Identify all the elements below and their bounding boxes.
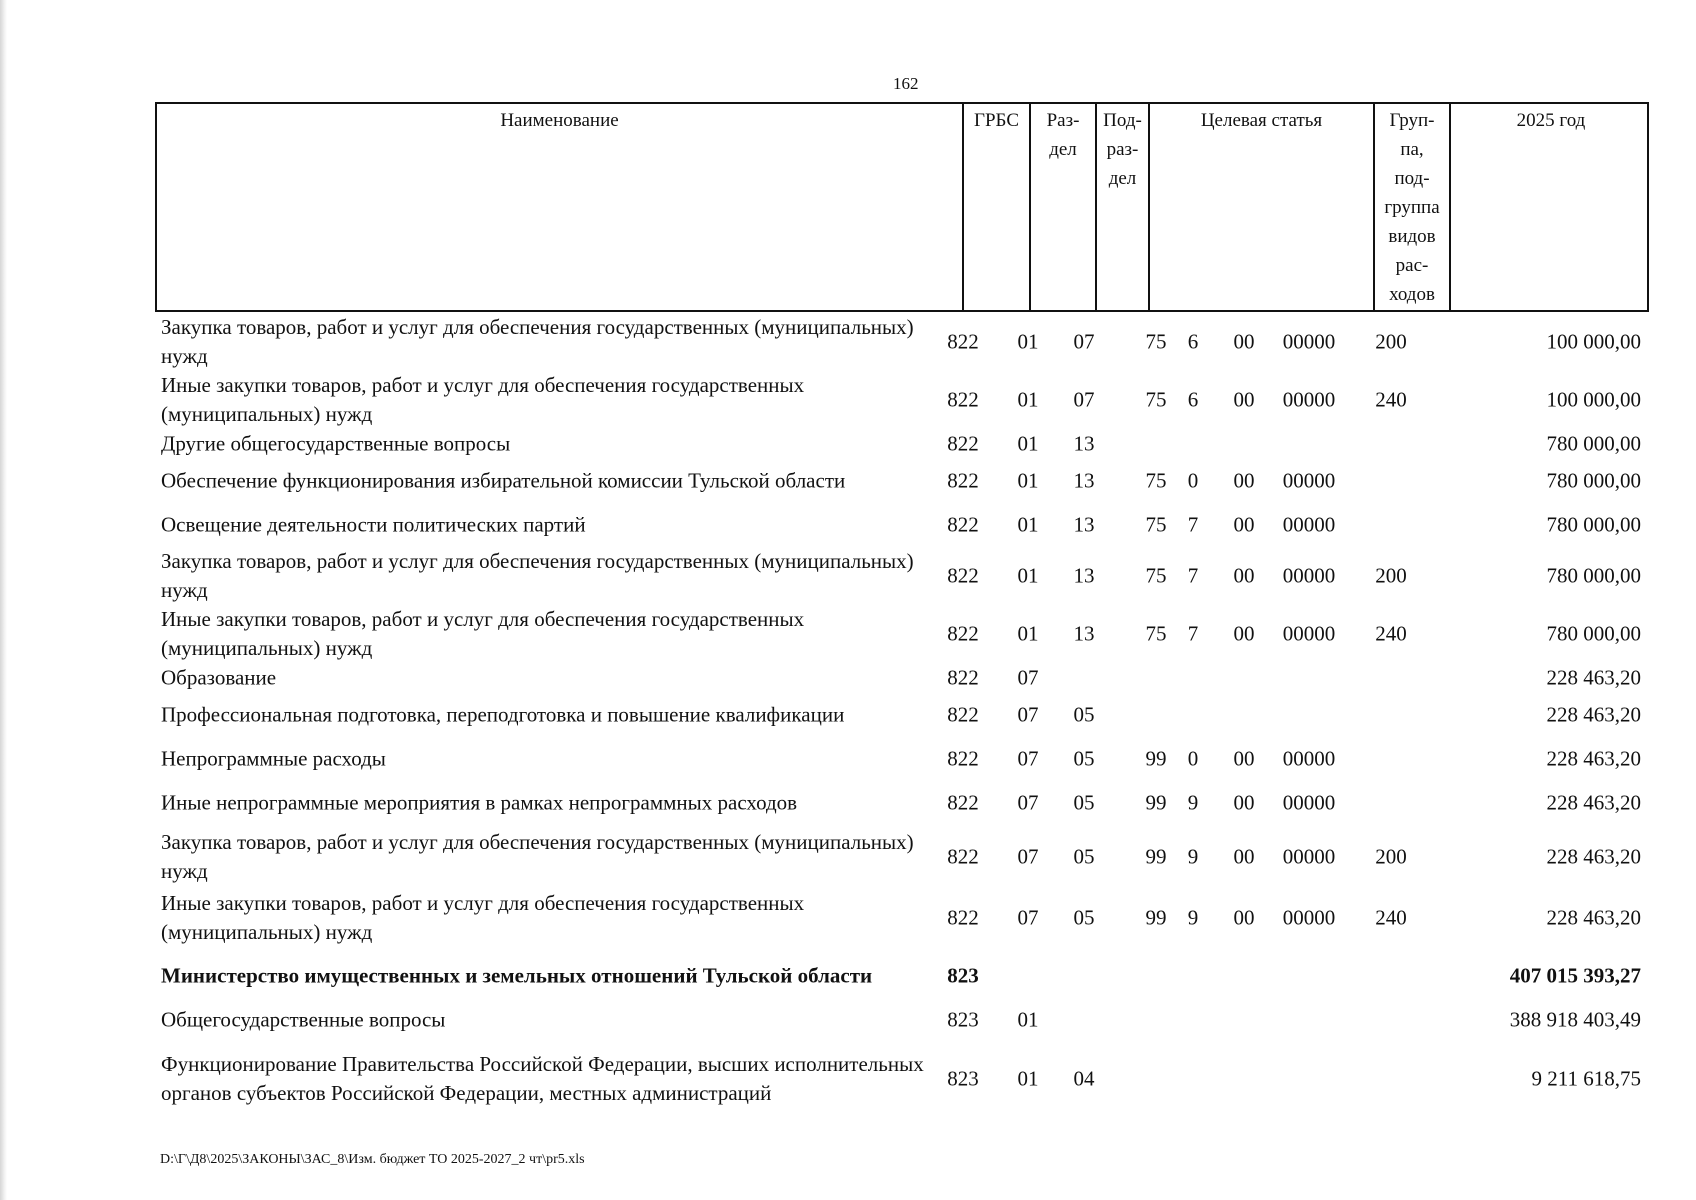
row-target-direction: 00000 xyxy=(1282,905,1336,930)
row-podrazdel: 05 xyxy=(1073,746,1095,771)
row-target-direction: 00000 xyxy=(1282,329,1336,354)
row-name: Обеспечение функционирования избирательной комиссии Тульской области xyxy=(161,468,846,493)
row-razdel: 01 xyxy=(1017,329,1039,354)
row-podrazdel: 07 xyxy=(1073,387,1095,412)
row-sum-2025: 9 211 618,75 xyxy=(1531,1066,1641,1091)
row-name: Непрограммные расходы xyxy=(161,746,386,771)
row-podrazdel: 05 xyxy=(1073,844,1095,869)
row-sum-2025: 228 463,20 xyxy=(1546,905,1641,930)
row-target-main-event: 00 xyxy=(1233,905,1255,930)
row-target-program: 75 xyxy=(1145,387,1167,412)
row-sum-2025: 780 000,00 xyxy=(1546,563,1641,588)
row-target-direction: 00000 xyxy=(1282,563,1336,588)
table-row xyxy=(155,947,1649,1005)
row-grbs: 822 xyxy=(947,621,979,646)
row-expense-group: 240 xyxy=(1375,621,1407,646)
row-sum-2025: 780 000,00 xyxy=(1546,431,1641,456)
row-target-program: 99 xyxy=(1145,905,1167,930)
row-expense-group: 240 xyxy=(1375,905,1407,930)
row-name: Функционирование Правительства Российской Федерации, высших исполнительных органов субъектов Российской Федерации, местных администраций xyxy=(161,1052,924,1105)
row-name: Общегосударственные вопросы xyxy=(161,1007,446,1032)
row-razdel: 01 xyxy=(1017,563,1039,588)
row-name: Иные закупки товаров, работ и услуг для обеспечения государственных (муниципальных) нужд xyxy=(161,373,805,426)
table-body xyxy=(155,313,1649,1123)
row-sum-2025: 388 918 403,49 xyxy=(1509,1007,1641,1032)
row-target-subprogram: 9 xyxy=(1187,844,1199,869)
row-grbs: 822 xyxy=(947,665,979,690)
row-razdel: 07 xyxy=(1017,665,1039,690)
row-target-program: 75 xyxy=(1145,468,1167,493)
row-podrazdel: 13 xyxy=(1073,621,1095,646)
row-target-subprogram: 9 xyxy=(1187,905,1199,930)
header-razdel: Раз- дел xyxy=(1029,104,1095,310)
row-target-subprogram: 7 xyxy=(1187,563,1199,588)
table-row xyxy=(155,781,1649,825)
table-header xyxy=(155,102,1649,312)
header-podrazdel: Под- раз- дел xyxy=(1095,104,1148,310)
row-target-main-event: 00 xyxy=(1233,790,1255,815)
row-target-subprogram: 7 xyxy=(1187,512,1199,537)
row-sum-2025: 100 000,00 xyxy=(1546,329,1641,354)
row-grbs: 822 xyxy=(947,431,979,456)
header-name: Наименование xyxy=(500,110,619,131)
row-target-direction: 00000 xyxy=(1282,790,1336,815)
row-razdel: 01 xyxy=(1017,1066,1039,1091)
header-grbs: ГРБС xyxy=(962,104,1029,310)
row-name: Иные непрограммные мероприятия в рамках непрограммных расходов xyxy=(161,790,798,815)
row-expense-group: 200 xyxy=(1375,844,1407,869)
row-target-subprogram: 7 xyxy=(1187,621,1199,646)
row-target-program: 75 xyxy=(1145,512,1167,537)
row-podrazdel: 07 xyxy=(1073,329,1095,354)
row-target-subprogram: 9 xyxy=(1187,790,1199,815)
row-sum-2025: 780 000,00 xyxy=(1546,621,1641,646)
row-target-main-event: 00 xyxy=(1233,746,1255,771)
footer-file-path: D:\Г\Д8\2025\ЗАКОНЫ\ЗАС_8\Изм. бюджет ТО 2025-2027_2 чт\pr5.xls xyxy=(160,1152,585,1167)
row-target-subprogram: 0 xyxy=(1187,468,1199,493)
row-grbs: 822 xyxy=(947,512,979,537)
table-row xyxy=(155,825,1649,889)
row-target-direction: 00000 xyxy=(1282,844,1336,869)
row-razdel: 01 xyxy=(1017,512,1039,537)
table-row xyxy=(155,693,1649,737)
header-year: 2025 год xyxy=(1449,104,1651,310)
row-sum-2025: 407 015 393,27 xyxy=(1509,963,1641,988)
row-sum-2025: 228 463,20 xyxy=(1546,746,1641,771)
page-number: 162 xyxy=(893,74,919,93)
row-name: Иные закупки товаров, работ и услуг для обеспечения государственных (муниципальных) нужд xyxy=(161,891,805,944)
row-name: Другие общегосударственные вопросы xyxy=(161,431,511,456)
row-razdel: 01 xyxy=(1017,387,1039,412)
row-podrazdel: 05 xyxy=(1073,905,1095,930)
row-target-direction: 00000 xyxy=(1282,621,1336,646)
row-name: Закупка товаров, работ и услуг для обеспечения государственных (муниципальных) нужд xyxy=(161,830,914,883)
row-grbs: 823 xyxy=(947,963,979,988)
row-podrazdel: 13 xyxy=(1073,468,1095,493)
row-sum-2025: 228 463,20 xyxy=(1546,665,1641,690)
row-target-main-event: 00 xyxy=(1233,844,1255,869)
row-razdel: 07 xyxy=(1017,844,1039,869)
row-target-program: 75 xyxy=(1145,563,1167,588)
row-sum-2025: 780 000,00 xyxy=(1546,468,1641,493)
scan-edge xyxy=(0,0,7,1200)
row-podrazdel: 13 xyxy=(1073,431,1095,456)
row-razdel: 01 xyxy=(1017,468,1039,493)
row-razdel: 01 xyxy=(1017,1007,1039,1032)
row-razdel: 07 xyxy=(1017,790,1039,815)
row-expense-group: 200 xyxy=(1375,329,1407,354)
row-name: Освещение деятельности политических партий xyxy=(161,512,586,537)
row-name: Министерство имущественных и земельных отношений Тульской области xyxy=(161,963,873,988)
row-sum-2025: 780 000,00 xyxy=(1546,512,1641,537)
header-target-article: Целевая статья xyxy=(1148,104,1373,310)
table-row xyxy=(155,371,1649,429)
row-grbs: 822 xyxy=(947,746,979,771)
row-target-subprogram: 6 xyxy=(1187,387,1199,412)
row-grbs: 822 xyxy=(947,790,979,815)
row-target-main-event: 00 xyxy=(1233,329,1255,354)
row-podrazdel: 05 xyxy=(1073,790,1095,815)
table-row xyxy=(155,1035,1649,1123)
row-target-program: 75 xyxy=(1145,621,1167,646)
row-grbs: 822 xyxy=(947,563,979,588)
row-target-program: 75 xyxy=(1145,329,1167,354)
row-grbs: 823 xyxy=(947,1066,979,1091)
row-sum-2025: 228 463,20 xyxy=(1546,702,1641,727)
table-row xyxy=(155,313,1649,371)
row-podrazdel: 13 xyxy=(1073,563,1095,588)
row-grbs: 822 xyxy=(947,387,979,412)
row-grbs: 822 xyxy=(947,329,979,354)
row-target-direction: 00000 xyxy=(1282,746,1336,771)
row-target-main-event: 00 xyxy=(1233,468,1255,493)
row-sum-2025: 228 463,20 xyxy=(1546,844,1641,869)
row-grbs: 822 xyxy=(947,844,979,869)
row-razdel: 01 xyxy=(1017,621,1039,646)
row-expense-group: 200 xyxy=(1375,563,1407,588)
row-grbs: 822 xyxy=(947,905,979,930)
row-sum-2025: 100 000,00 xyxy=(1546,387,1641,412)
row-razdel: 07 xyxy=(1017,905,1039,930)
row-name: Иные закупки товаров, работ и услуг для обеспечения государственных (муниципальных) нужд xyxy=(161,607,805,660)
row-podrazdel: 04 xyxy=(1073,1066,1095,1091)
row-target-direction: 00000 xyxy=(1282,468,1336,493)
row-name: Образование xyxy=(161,665,277,690)
row-target-main-event: 00 xyxy=(1233,621,1255,646)
table-row xyxy=(155,605,1649,663)
row-target-program: 99 xyxy=(1145,746,1167,771)
row-grbs: 822 xyxy=(947,468,979,493)
row-target-program: 99 xyxy=(1145,790,1167,815)
row-podrazdel: 05 xyxy=(1073,702,1095,727)
row-name: Закупка товаров, работ и услуг для обеспечения государственных (муниципальных) нужд xyxy=(161,315,914,368)
row-target-direction: 00000 xyxy=(1282,387,1336,412)
row-razdel: 01 xyxy=(1017,431,1039,456)
row-podrazdel: 13 xyxy=(1073,512,1095,537)
row-razdel: 07 xyxy=(1017,702,1039,727)
table-row xyxy=(155,547,1649,605)
table-row xyxy=(155,459,1649,503)
row-razdel: 07 xyxy=(1017,746,1039,771)
row-sum-2025: 228 463,20 xyxy=(1546,790,1641,815)
row-grbs: 822 xyxy=(947,702,979,727)
row-target-main-event: 00 xyxy=(1233,563,1255,588)
table-row xyxy=(155,889,1649,947)
row-target-subprogram: 0 xyxy=(1187,746,1199,771)
table-row xyxy=(155,503,1649,547)
row-target-direction: 00000 xyxy=(1282,512,1336,537)
row-target-main-event: 00 xyxy=(1233,512,1255,537)
row-name: Закупка товаров, работ и услуг для обеспечения государственных (муниципальных) нужд xyxy=(161,549,914,602)
table-row xyxy=(155,1005,1649,1035)
row-target-program: 99 xyxy=(1145,844,1167,869)
table-row xyxy=(155,429,1649,459)
row-name: Профессиональная подготовка, переподготовка и повышение квалификации xyxy=(161,702,845,727)
row-grbs: 823 xyxy=(947,1007,979,1032)
header-group: Груп- па, под- группа видов рас- ходов xyxy=(1373,104,1449,310)
row-target-subprogram: 6 xyxy=(1187,329,1199,354)
row-expense-group: 240 xyxy=(1375,387,1407,412)
table-row xyxy=(155,737,1649,781)
row-target-main-event: 00 xyxy=(1233,387,1255,412)
table-row xyxy=(155,663,1649,693)
